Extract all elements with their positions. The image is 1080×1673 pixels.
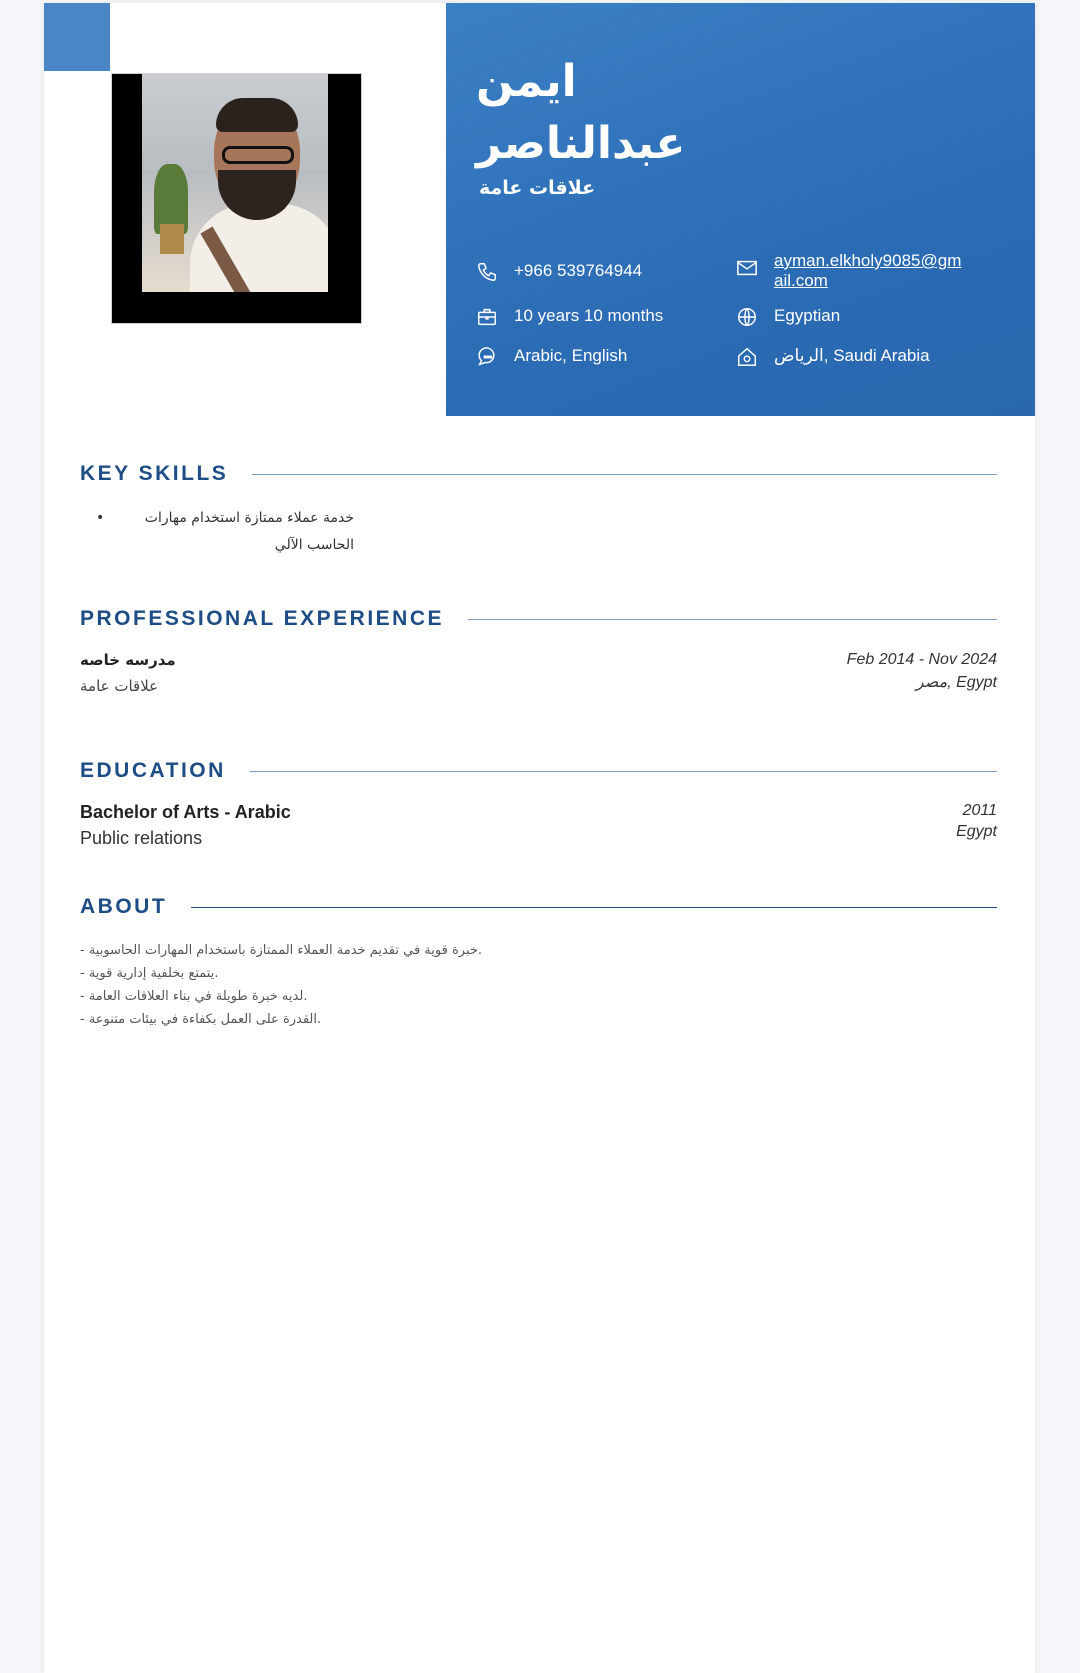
experience-role: علاقات عامة (80, 677, 159, 695)
contact-nationality: Egyptian (736, 306, 840, 328)
contact-phone: +966 539764944 (476, 261, 642, 283)
globe-icon (736, 306, 758, 328)
resume-page: ايمن عبدالناصر علاقات عامة +966 539764944 ayman.elkholy9085@gm ail.com 10 years 10 months Egyptian Arabic, English الرياض, Saudi Arabia KEY SKILLS • خدمة عملاء ممتازة استخدام مهارات الحاسب الآلي PROFESSIONAL EXPERIENCE مدرسه خاصه علاقات عامة Feb 2014 - Nov 2024 مصر, Egypt EDUCATION Bachelor of Arts - Arabic Public relations 2011 Egypt ABOUT - خبرة قوية في تقديم خدمة العملاء الممتازة باستخدام المهارات الحاسوبية. - يتمتع بخلفية إدارية قوية. - لديه خبرة طويلة في بناء العلاقات العامة. - القدرة على العمل بكفاءة في بيئات متنوعة. (44, 3, 1035, 1673)
contact-languages: Arabic, English (476, 346, 627, 368)
home-icon (736, 346, 758, 368)
contact-email[interactable] (736, 251, 961, 291)
profile-photo (142, 74, 328, 292)
skills-section-heading: KEY SKILLS (80, 462, 997, 486)
job-title: علاقات عامة (479, 177, 596, 199)
about-line: - لديه خبرة طويلة في بناء العلاقات العامة. (80, 989, 308, 1004)
profile-photo-frame (111, 73, 362, 324)
experience-dates: Feb 2014 - Nov 2024 (846, 651, 997, 668)
about-line: - القدرة على العمل بكفاءة في بيئات متنوعة. (80, 1012, 322, 1027)
experience-company: مدرسه خاصه (80, 651, 176, 669)
phone-icon (476, 261, 498, 283)
about-line: - خبرة قوية في تقديم خدمة العملاء الممتازة باستخدام المهارات الحاسوبية. (80, 943, 483, 958)
experience-section-heading: PROFESSIONAL EXPERIENCE (80, 607, 997, 631)
header-panel (446, 3, 1035, 416)
education-year: 2011 (962, 802, 997, 819)
about-section-heading: ABOUT (80, 895, 997, 919)
education-field: Public relations (80, 828, 203, 848)
briefcase-icon (476, 306, 498, 328)
envelope-icon (736, 257, 758, 279)
education-section-heading: EDUCATION (80, 759, 997, 783)
about-line: - يتمتع بخلفية إدارية قوية. (80, 966, 219, 981)
experience-location: مصر, Egypt (915, 674, 997, 691)
candidate-name: ايمن عبدالناصر (476, 56, 686, 169)
contact-location: الرياض, Saudi Arabia (736, 346, 930, 368)
education-degree: Bachelor of Arts - Arabic (80, 802, 291, 822)
speech-icon (476, 346, 498, 368)
contact-experience: 10 years 10 months (476, 306, 663, 328)
education-country: Egypt (956, 823, 997, 840)
email-link[interactable]: ayman.elkholy9085@gm ail.com (774, 251, 962, 290)
corner-accent (44, 3, 110, 71)
